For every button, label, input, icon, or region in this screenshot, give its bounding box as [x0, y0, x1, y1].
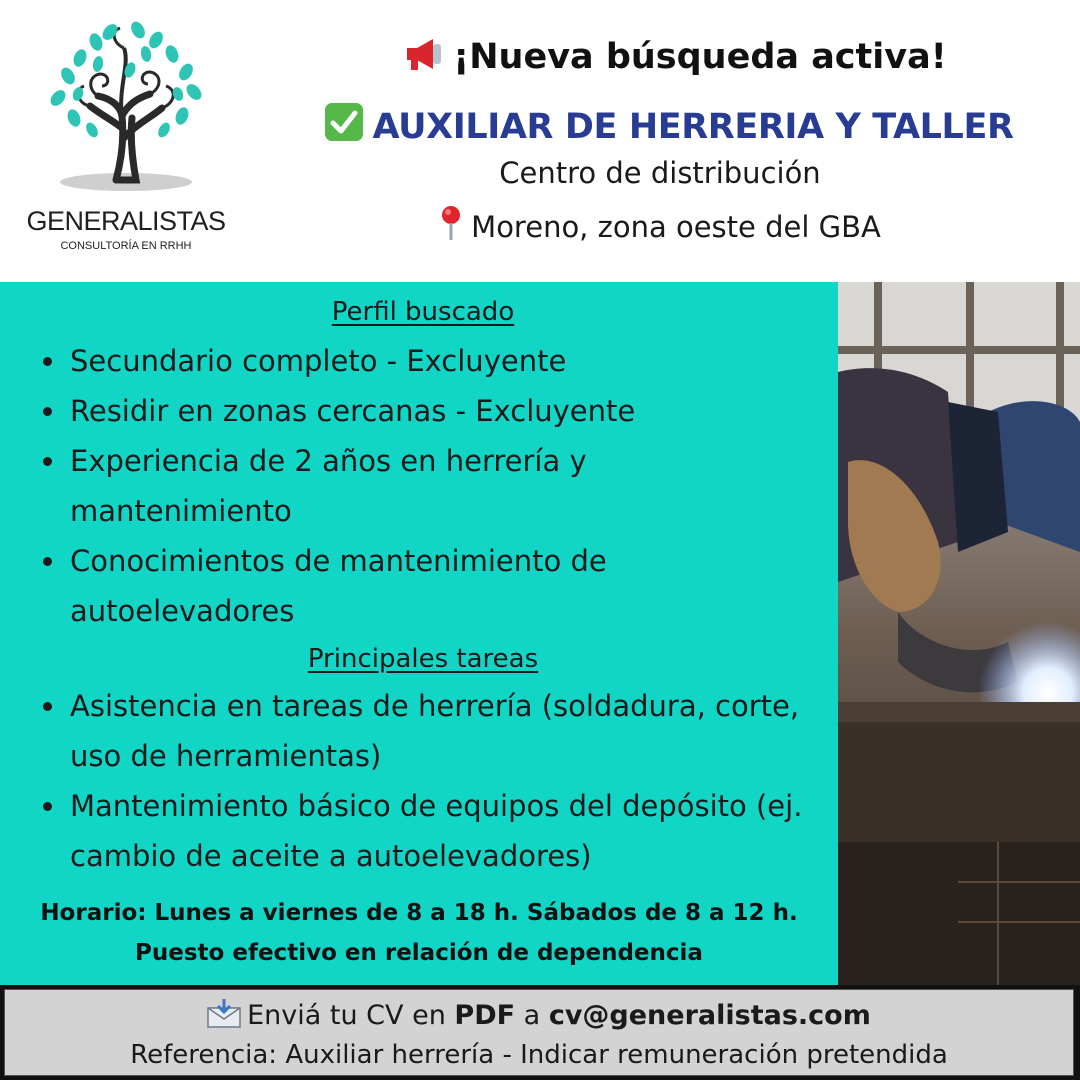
profile-list — [36, 336, 836, 636]
list-item: Asistencia en tareas de herrería (soldadura, corte, uso de herramientas) — [36, 681, 830, 781]
pin-icon — [439, 205, 463, 248]
footer — [0, 985, 1080, 1080]
list-item: Residir en zonas cercanas - Excluyente — [36, 386, 836, 436]
footer-box — [4, 989, 1074, 1076]
list-item: Secundario completo - Excluyente — [36, 336, 836, 386]
brand-name: GENERALISTAS — [26, 206, 226, 236]
welding-photo-icon — [838, 282, 1080, 985]
header — [0, 0, 1080, 282]
send-cv-line — [5, 998, 1073, 1035]
tasks-list — [36, 681, 836, 881]
headline — [260, 36, 1080, 81]
envelope-icon — [207, 998, 241, 1035]
location-text: Moreno, zona oeste del GBA — [471, 210, 881, 244]
tasks-title: Principales tareas — [307, 644, 539, 674]
location — [245, 205, 1075, 248]
subtitle: Centro de distribución — [499, 156, 821, 190]
contract-text: Puesto efectivo en relación de dependencia — [135, 940, 703, 966]
megaphone-icon — [403, 36, 445, 81]
check-mark-icon — [324, 102, 364, 151]
headline-text: ¡Nueva búsqueda activa! — [453, 37, 947, 77]
list-item: Experiencia de 2 años en herrería y mantenimiento — [36, 436, 630, 536]
send-prefix: Enviá tu CV en — [247, 1000, 446, 1031]
job-title — [254, 102, 1080, 151]
logo — [24, 18, 228, 268]
pdf-format: PDF — [454, 1000, 516, 1031]
tree-logo-icon — [38, 18, 214, 198]
list-item: Mantenimiento básico de equipos del depósito (ej. cambio de aceite a autoelevadores) — [36, 781, 840, 881]
job-details-panel — [0, 282, 838, 985]
list-item: Conocimientos de mantenimiento de autoelevadores — [36, 536, 670, 636]
job-title-text: AUXILIAR DE HERRERIA Y TALLER — [372, 107, 1014, 147]
brand-tagline: CONSULTORÍA EN RRHH — [60, 240, 192, 252]
email-link[interactable]: cv@generalistas.com — [548, 1000, 871, 1031]
schedule-text: Horario: Lunes a viernes de 8 a 18 h. Sábados de 8 a 12 h. — [40, 900, 798, 926]
reference-text: Referencia: Auxiliar herrería - Indicar remuneración pretendida — [130, 1040, 948, 1070]
profile-title: Perfil buscado — [331, 297, 515, 327]
send-connector: a — [523, 1000, 541, 1031]
welder-photo — [838, 282, 1080, 985]
